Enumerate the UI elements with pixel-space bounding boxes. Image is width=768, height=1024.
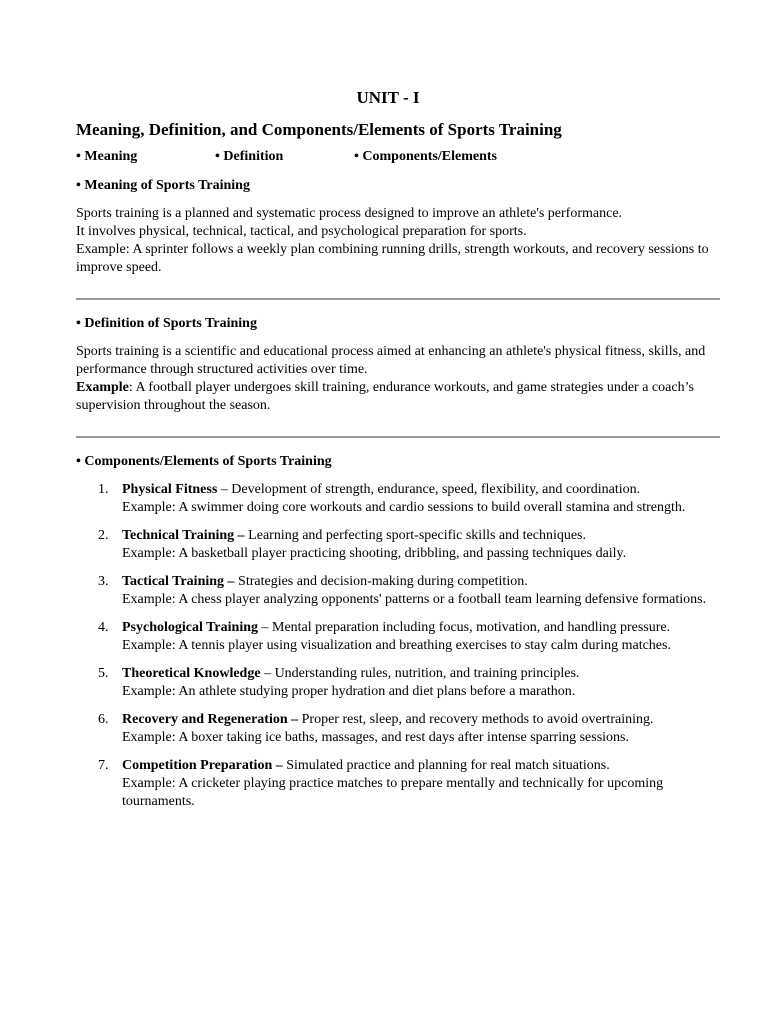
item-number: 3.	[98, 574, 109, 589]
item-example: Example: A swimmer doing core workouts and cardio sessions to build overall stamina and strength.	[122, 500, 686, 515]
list-item	[76, 619, 726, 655]
meaning-heading: • Meaning of Sports Training	[76, 178, 250, 193]
item-example: Example: A tennis player using visualization and breathing exercises to stay calm during matches.	[122, 638, 671, 653]
item-description: – Development of strength, endurance, speed, flexibility, and coordination.	[217, 482, 641, 497]
item-description: Strategies and decision-making during competition.	[234, 574, 528, 589]
item-title: Theoretical Knowledge	[122, 666, 261, 681]
item-title: Tactical Training –	[122, 574, 235, 589]
list-item	[76, 573, 726, 609]
list-item	[76, 527, 726, 563]
item-title: Technical Training –	[122, 528, 245, 543]
list-item	[76, 665, 726, 701]
item-title: Physical Fitness	[122, 482, 218, 497]
definition-body	[76, 343, 726, 415]
components-list	[76, 481, 726, 821]
section-divider	[76, 298, 720, 300]
item-description: – Mental preparation including focus, motivation, and handling pressure.	[258, 620, 671, 635]
item-number: 4.	[98, 620, 109, 635]
item-title: Psychological Training	[122, 620, 258, 635]
item-title: Competition Preparation –	[122, 758, 283, 773]
item-description: Learning and perfecting sport-specific skills and techniques.	[244, 528, 587, 543]
item-example: Example: A cricketer playing practice matches to prepare mentally and technically for upcoming tournaments.	[122, 776, 664, 809]
meaning-body	[76, 205, 726, 277]
main-heading: Meaning, Definition, and Components/Elements of Sports Training	[76, 120, 562, 139]
item-example: Example: An athlete studying proper hydration and diet plans before a marathon.	[122, 684, 576, 699]
components-heading: • Components/Elements of Sports Training	[76, 454, 332, 469]
item-number: 7.	[98, 758, 109, 773]
components-section	[76, 453, 726, 471]
item-description: – Understanding rules, nutrition, and training principles.	[260, 666, 580, 681]
definition-heading: • Definition of Sports Training	[76, 316, 257, 331]
topic-meaning: • Meaning	[76, 149, 138, 164]
item-number: 1.	[98, 482, 109, 497]
definition-example-label: Example	[76, 380, 129, 395]
topic-components: • Components/Elements	[354, 149, 497, 164]
meaning-section	[76, 177, 726, 277]
item-example: Example: A chess player analyzing opponents' patterns or a football team learning defensive formations.	[122, 592, 707, 607]
item-example: Example: A basketball player practicing shooting, dribbling, and passing techniques daily.	[122, 546, 627, 561]
meaning-line-1: Sports training is a planned and systematic process designed to improve an athlete's performance.	[76, 206, 623, 221]
item-example: Example: A boxer taking ice baths, massages, and rest days after intense sparring sessions.	[122, 730, 629, 745]
definition-section	[76, 315, 726, 415]
list-item	[76, 711, 726, 747]
meaning-example: Example: A sprinter follows a weekly plan combining running drills, strength workouts, and recovery sessions to improve speed.	[76, 242, 709, 275]
unit-title: UNIT - I	[356, 88, 420, 107]
item-number: 2.	[98, 528, 109, 543]
item-number: 5.	[98, 666, 109, 681]
list-item	[76, 757, 726, 811]
section-divider	[76, 436, 720, 438]
item-description: Proper rest, sleep, and recovery methods to avoid overtraining.	[298, 712, 654, 727]
item-title: Recovery and Regeneration –	[122, 712, 299, 727]
list-item	[76, 481, 726, 517]
definition-example-text: : A football player undergoes skill training, endurance workouts, and game strategies under a coach’s supervision throughout the season.	[76, 380, 694, 413]
topic-definition: • Definition	[215, 149, 284, 164]
definition-example	[76, 379, 726, 415]
item-description: Simulated practice and planning for real match situations.	[282, 758, 610, 773]
item-number: 6.	[98, 712, 109, 727]
meaning-line-2: It involves physical, technical, tactical, and psychological preparation for sports.	[76, 224, 527, 239]
definition-text: Sports training is a scientific and educational process aimed at enhancing an athlete's physical fitness, skills, and performance through structured activities over time.	[76, 344, 706, 377]
